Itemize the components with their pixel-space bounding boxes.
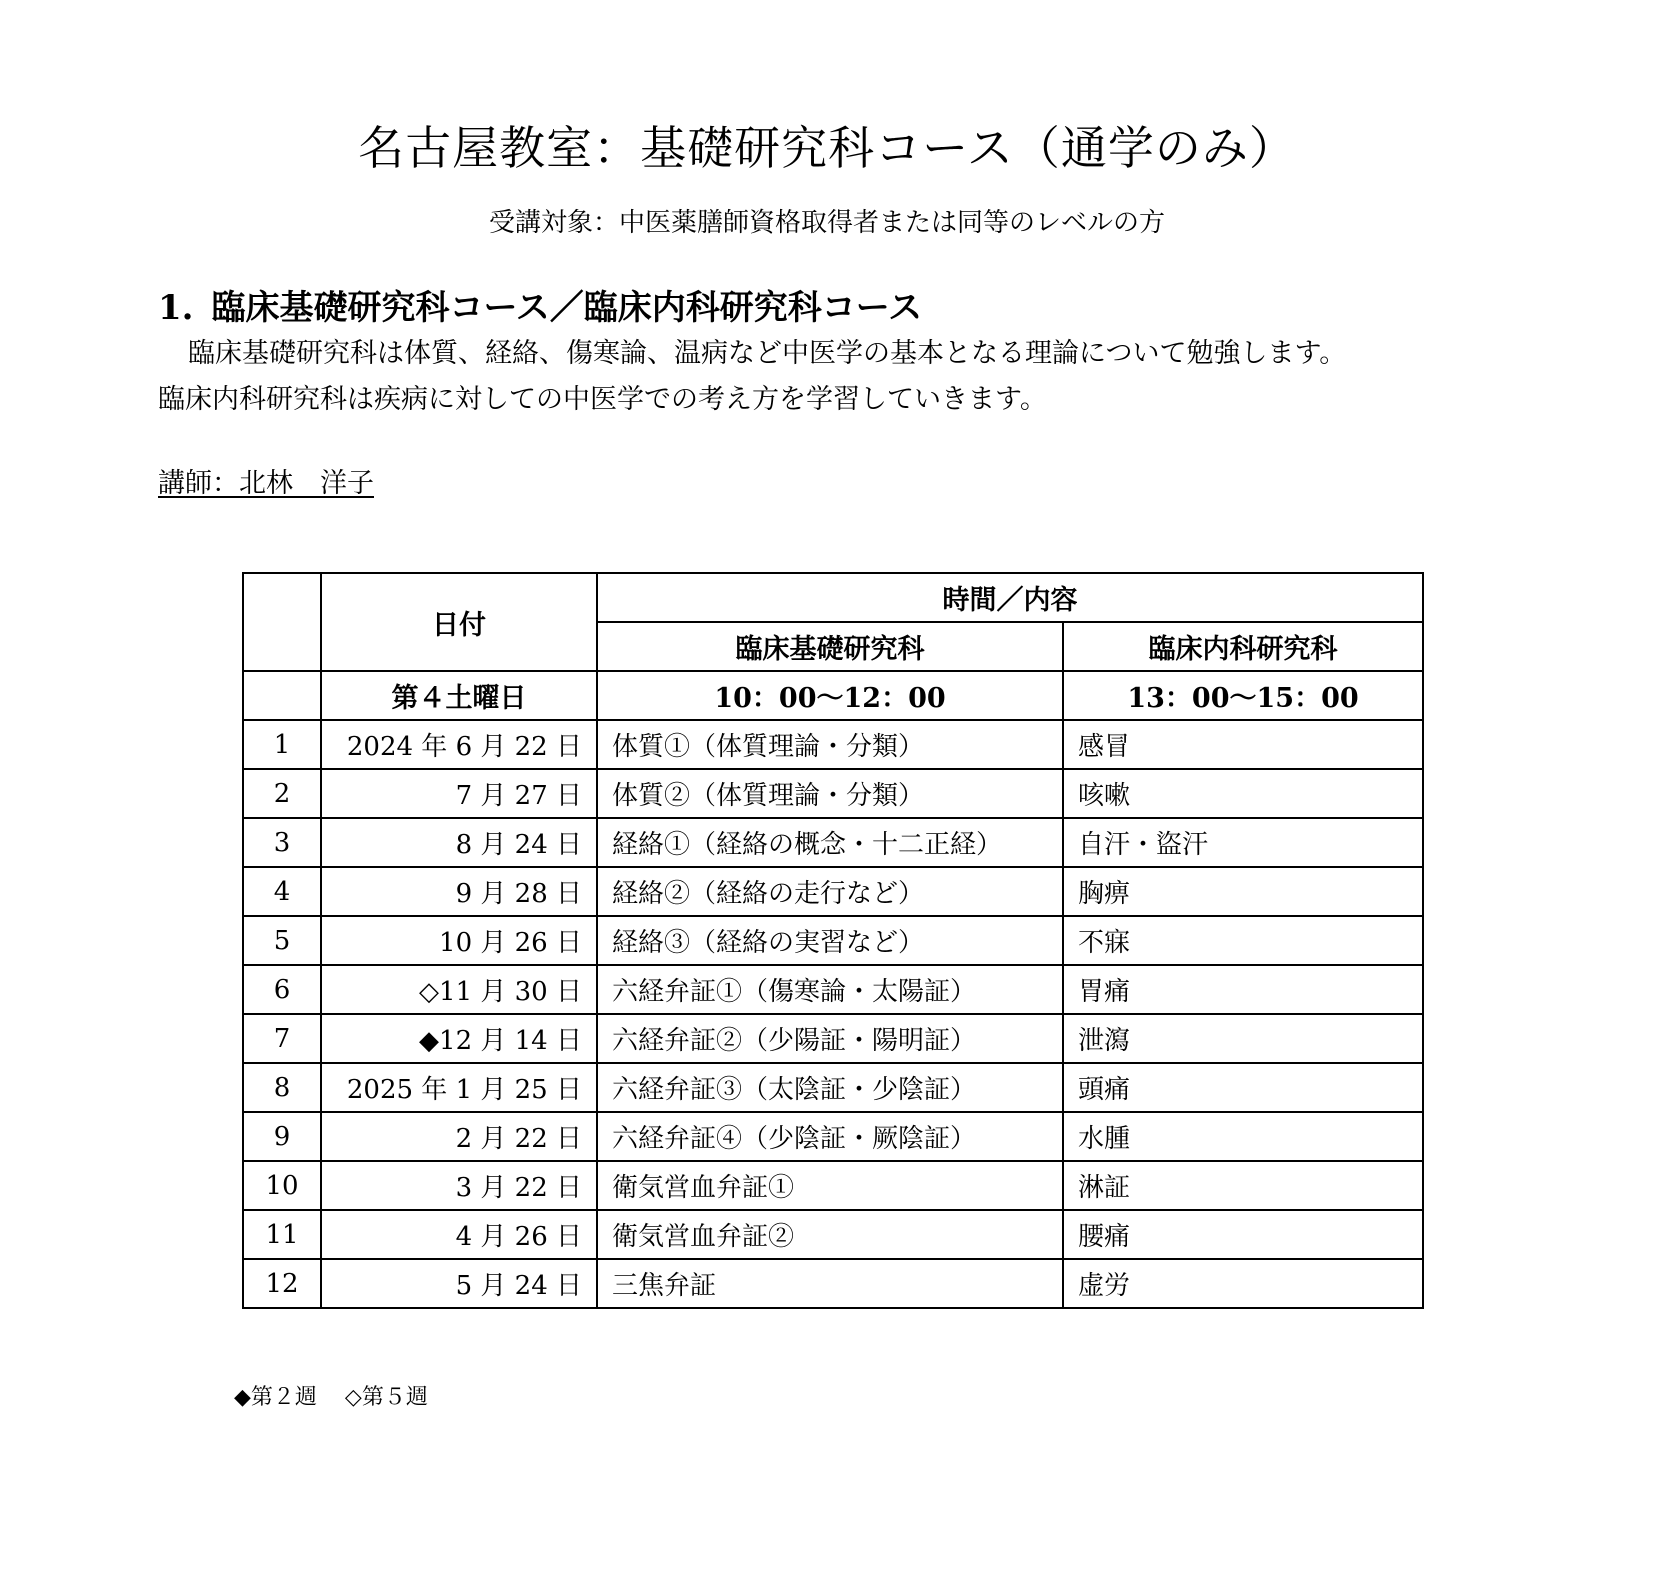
row-basic-topic: 経絡③（経絡の実習など） (597, 916, 1063, 965)
table-row (243, 916, 1423, 965)
row-number: 3 (243, 818, 321, 867)
section-number: 1. (158, 288, 194, 328)
table-row (243, 1014, 1423, 1063)
row-basic-topic: 三焦弁証 (597, 1259, 1063, 1308)
row-internal-topic: 感冒 (1063, 720, 1423, 769)
table-row (243, 769, 1423, 818)
header-time-content: 時間／内容 (597, 573, 1423, 622)
table-row (243, 1210, 1423, 1259)
row-date: 3 月 22 日 (321, 1161, 597, 1210)
row-basic-topic: 経絡①（経絡の概念・十二正経） (597, 818, 1063, 867)
footnote (234, 1383, 456, 1413)
header-internal-course: 臨床内科研究科 (1063, 622, 1423, 671)
section-heading (158, 286, 922, 330)
row-internal-topic: 泄瀉 (1063, 1014, 1423, 1063)
row-basic-topic: 六経弁証③（太陰証・少陰証） (597, 1063, 1063, 1112)
row-basic-topic: 六経弁証①（傷寒論・太陽証） (597, 965, 1063, 1014)
row-internal-topic: 腰痛 (1063, 1210, 1423, 1259)
header-row-1 (243, 573, 1423, 622)
row-date: ◆12 月 14 日 (321, 1014, 597, 1063)
row-internal-topic: 胃痛 (1063, 965, 1423, 1014)
row-number: 12 (243, 1259, 321, 1308)
time-basic: 10：00～12：00 (597, 671, 1063, 720)
row-basic-topic: 体質②（体質理論・分類） (597, 769, 1063, 818)
row-date: ◇11 月 30 日 (321, 965, 597, 1014)
row-date: 9 月 28 日 (321, 867, 597, 916)
row-number: 11 (243, 1210, 321, 1259)
row-date: 7 月 27 日 (321, 769, 597, 818)
table-row (243, 1112, 1423, 1161)
row-basic-topic: 六経弁証②（少陽証・陽明証） (597, 1014, 1063, 1063)
header-date: 日付 (321, 573, 597, 671)
row-basic-topic: 衛気営血弁証① (597, 1161, 1063, 1210)
section-title: 臨床基礎研究科コース／臨床内科研究科コース (211, 288, 923, 328)
table-row (243, 1161, 1423, 1210)
row-internal-topic: 胸痹 (1063, 867, 1423, 916)
row-internal-topic: 不寐 (1063, 916, 1423, 965)
row-internal-topic: 水腫 (1063, 1112, 1423, 1161)
schedule-day: 第４土曜日 (321, 671, 597, 720)
row-date: 5 月 24 日 (321, 1259, 597, 1308)
row-internal-topic: 虚労 (1063, 1259, 1423, 1308)
row-number: 5 (243, 916, 321, 965)
row-number: 4 (243, 867, 321, 916)
footnote-hollow-diamond: ◇第５週 (344, 1385, 428, 1410)
time-internal: 13：00～15：00 (1063, 671, 1423, 720)
row-basic-topic: 六経弁証④（少陰証・厥陰証） (597, 1112, 1063, 1161)
row-date: 8 月 24 日 (321, 818, 597, 867)
footnote-filled-diamond: ◆第２週 (234, 1385, 317, 1410)
page-title: 名古屋教室：基礎研究科コース（通学のみ） (358, 121, 1296, 175)
row-date: 2 月 22 日 (321, 1112, 597, 1161)
row-internal-topic: 咳嗽 (1063, 769, 1423, 818)
description-line-1: 臨床基礎研究科は体質、経絡、傷寒論、温病など中医学の基本となる理論について勉強します。 (188, 338, 1347, 369)
row-number: 7 (243, 1014, 321, 1063)
row-number: 8 (243, 1063, 321, 1112)
row-number: 2 (243, 769, 321, 818)
description-line-2: 臨床内科研究科は疾病に対しての中医学での考え方を学習していきます。 (158, 384, 1047, 415)
schedule-table (242, 572, 1424, 1309)
row-internal-topic: 頭痛 (1063, 1063, 1423, 1112)
table-row (243, 1259, 1423, 1308)
row-number: 10 (243, 1161, 321, 1210)
row-basic-topic: 体質①（体質理論・分類） (597, 720, 1063, 769)
row-number: 1 (243, 720, 321, 769)
row-date: 4 月 26 日 (321, 1210, 597, 1259)
header-row-3 (243, 671, 1423, 720)
row-date: 2025 年 1 月 25 日 (321, 1063, 597, 1112)
table-row (243, 965, 1423, 1014)
row-internal-topic: 自汗・盜汗 (1063, 818, 1423, 867)
lecturer-name: 講師：北林 洋子 (158, 468, 374, 499)
table-row (243, 818, 1423, 867)
row-basic-topic: 衛気営血弁証② (597, 1210, 1063, 1259)
table-row (243, 720, 1423, 769)
row-basic-topic: 経絡②（経絡の走行など） (597, 867, 1063, 916)
table-row (243, 1063, 1423, 1112)
row-number: 9 (243, 1112, 321, 1161)
row-internal-topic: 淋証 (1063, 1161, 1423, 1210)
row-date: 10 月 26 日 (321, 916, 597, 965)
header-blank-cell (243, 671, 321, 720)
header-no-cell (243, 573, 321, 671)
header-basic-course: 臨床基礎研究科 (597, 622, 1063, 671)
row-date: 2024 年 6 月 22 日 (321, 720, 597, 769)
page-subtitle: 受講対象：中医薬膳師資格取得者または同等のレベルの方 (488, 208, 1165, 238)
table-row (243, 867, 1423, 916)
row-number: 6 (243, 965, 321, 1014)
